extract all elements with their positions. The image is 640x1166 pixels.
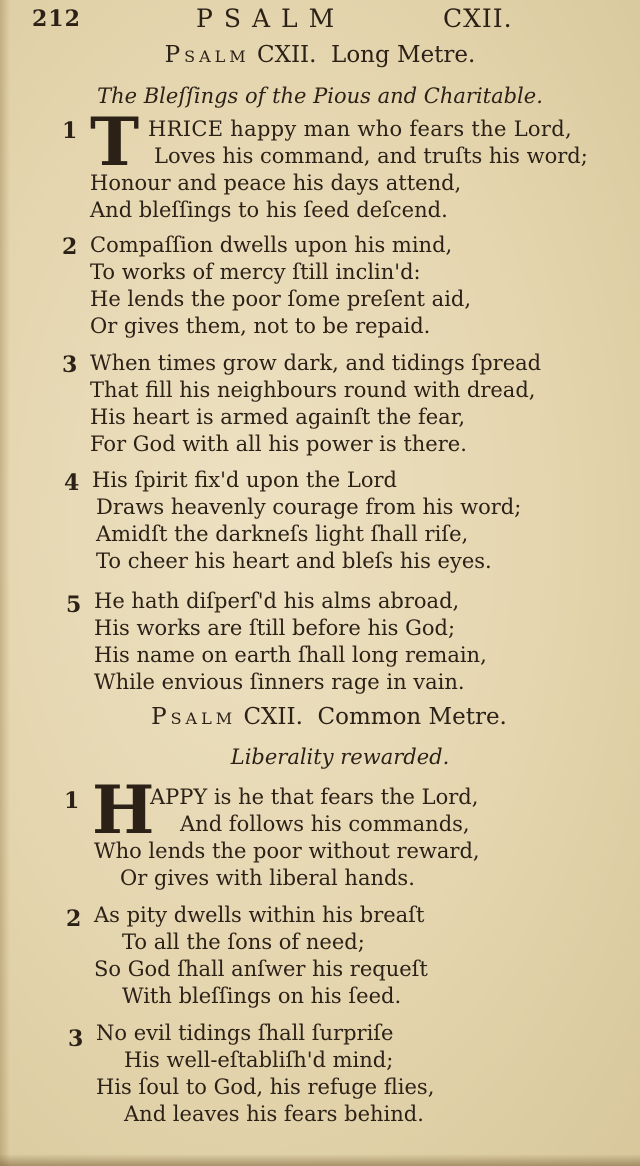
drop-cap: H	[92, 771, 155, 849]
heading-psalm-word: Psalm	[164, 42, 250, 68]
verse-line: His works are ſtill before his God;	[94, 616, 456, 640]
verse-line: To all the ſons of need;	[122, 930, 365, 954]
verse-line: Loves his command, and truſts his word;	[154, 144, 588, 168]
verse-line: His heart is armed againſt the fear,	[90, 405, 466, 429]
verse-line: To cheer his heart and bleſs his eyes.	[96, 549, 492, 573]
verse-line: Or gives them, not to be repaid.	[90, 314, 431, 338]
running-psalm-number: CXII.	[443, 4, 513, 33]
verse-line: For God with all his power is there.	[90, 432, 467, 456]
verse-line: And bleſſings to his ſeed deſcend.	[90, 198, 448, 222]
verse-line: His ſoul to God, his refuge flies,	[96, 1075, 435, 1099]
section-2-subtitle: Liberality rewarded.	[230, 745, 450, 769]
stanza-number: 3	[68, 1026, 84, 1052]
heading-metre: CXII. Long Metre.	[256, 42, 476, 68]
verse-line: With bleſſings on his ſeed.	[122, 984, 402, 1008]
stanza-number: 3	[62, 352, 78, 378]
verse-line: His name on earth ſhall long remain,	[94, 643, 487, 667]
verse-line: His well-eſtabliſh'd mind;	[124, 1048, 394, 1072]
verse-line: So God ſhall anſwer his requeſt	[94, 957, 428, 981]
verse-line: HRICE happy man who fears the Lord,	[148, 117, 572, 141]
verse-line: No evil tidings ſhall ſurpriſe	[96, 1021, 394, 1045]
heading-metre: CXII. Common Metre.	[243, 704, 507, 730]
heading-psalm-word: Psalm	[151, 704, 237, 730]
verse-line: He lends the poor ſome preſent aid,	[90, 287, 472, 311]
stanza-number: 2	[66, 906, 82, 932]
verse-line: His ſpirit fix'd upon the Lord	[92, 468, 397, 492]
section-2-heading	[0, 704, 640, 730]
page-shadow-left	[0, 0, 10, 1166]
page-number: 212	[32, 6, 81, 32]
verse-line: Who lends the poor without reward,	[94, 839, 480, 863]
verse-line: Draws heavenly courage from his word;	[96, 495, 522, 519]
stanza-number: 1	[62, 118, 78, 144]
section-1-heading	[0, 42, 640, 68]
verse-line: APPY is he that fears the Lord,	[150, 785, 479, 809]
verse-line: And leaves his fears behind.	[124, 1102, 424, 1126]
verse-line: He hath diſperſ'd his alms abroad,	[94, 589, 460, 613]
stanza-number: 5	[66, 592, 82, 618]
stanza-number: 4	[64, 470, 80, 496]
verse-line: And follows his commands,	[180, 812, 470, 836]
verse-line: Or gives with liberal hands.	[120, 866, 415, 890]
running-title: PSALM	[196, 4, 346, 33]
verse-line: Amidſt the darkneſs light ſhall riſe,	[96, 522, 469, 546]
running-head	[0, 4, 640, 36]
verse-line: Honour and peace his days attend,	[90, 171, 462, 195]
verse-line: As pity dwells within his breaſt	[94, 903, 425, 927]
stanza-number: 2	[62, 234, 78, 260]
page-bottom-edge	[0, 1154, 640, 1166]
verse-line: That fill his neighbours round with dread,	[90, 378, 536, 402]
stanza-number: 1	[64, 788, 80, 814]
verse-line: While envious ſinners rage in vain.	[94, 670, 465, 694]
verse-line: When times grow dark, and tidings ſpread	[90, 351, 542, 375]
section-1-subtitle: The Bleſſings of the Pious and Charitable.	[97, 84, 543, 108]
verse-line: Compaſſion dwells upon his mind,	[90, 233, 453, 257]
drop-cap: T	[90, 103, 140, 181]
verse-line: To works of mercy ſtill inclin'd:	[90, 260, 421, 284]
